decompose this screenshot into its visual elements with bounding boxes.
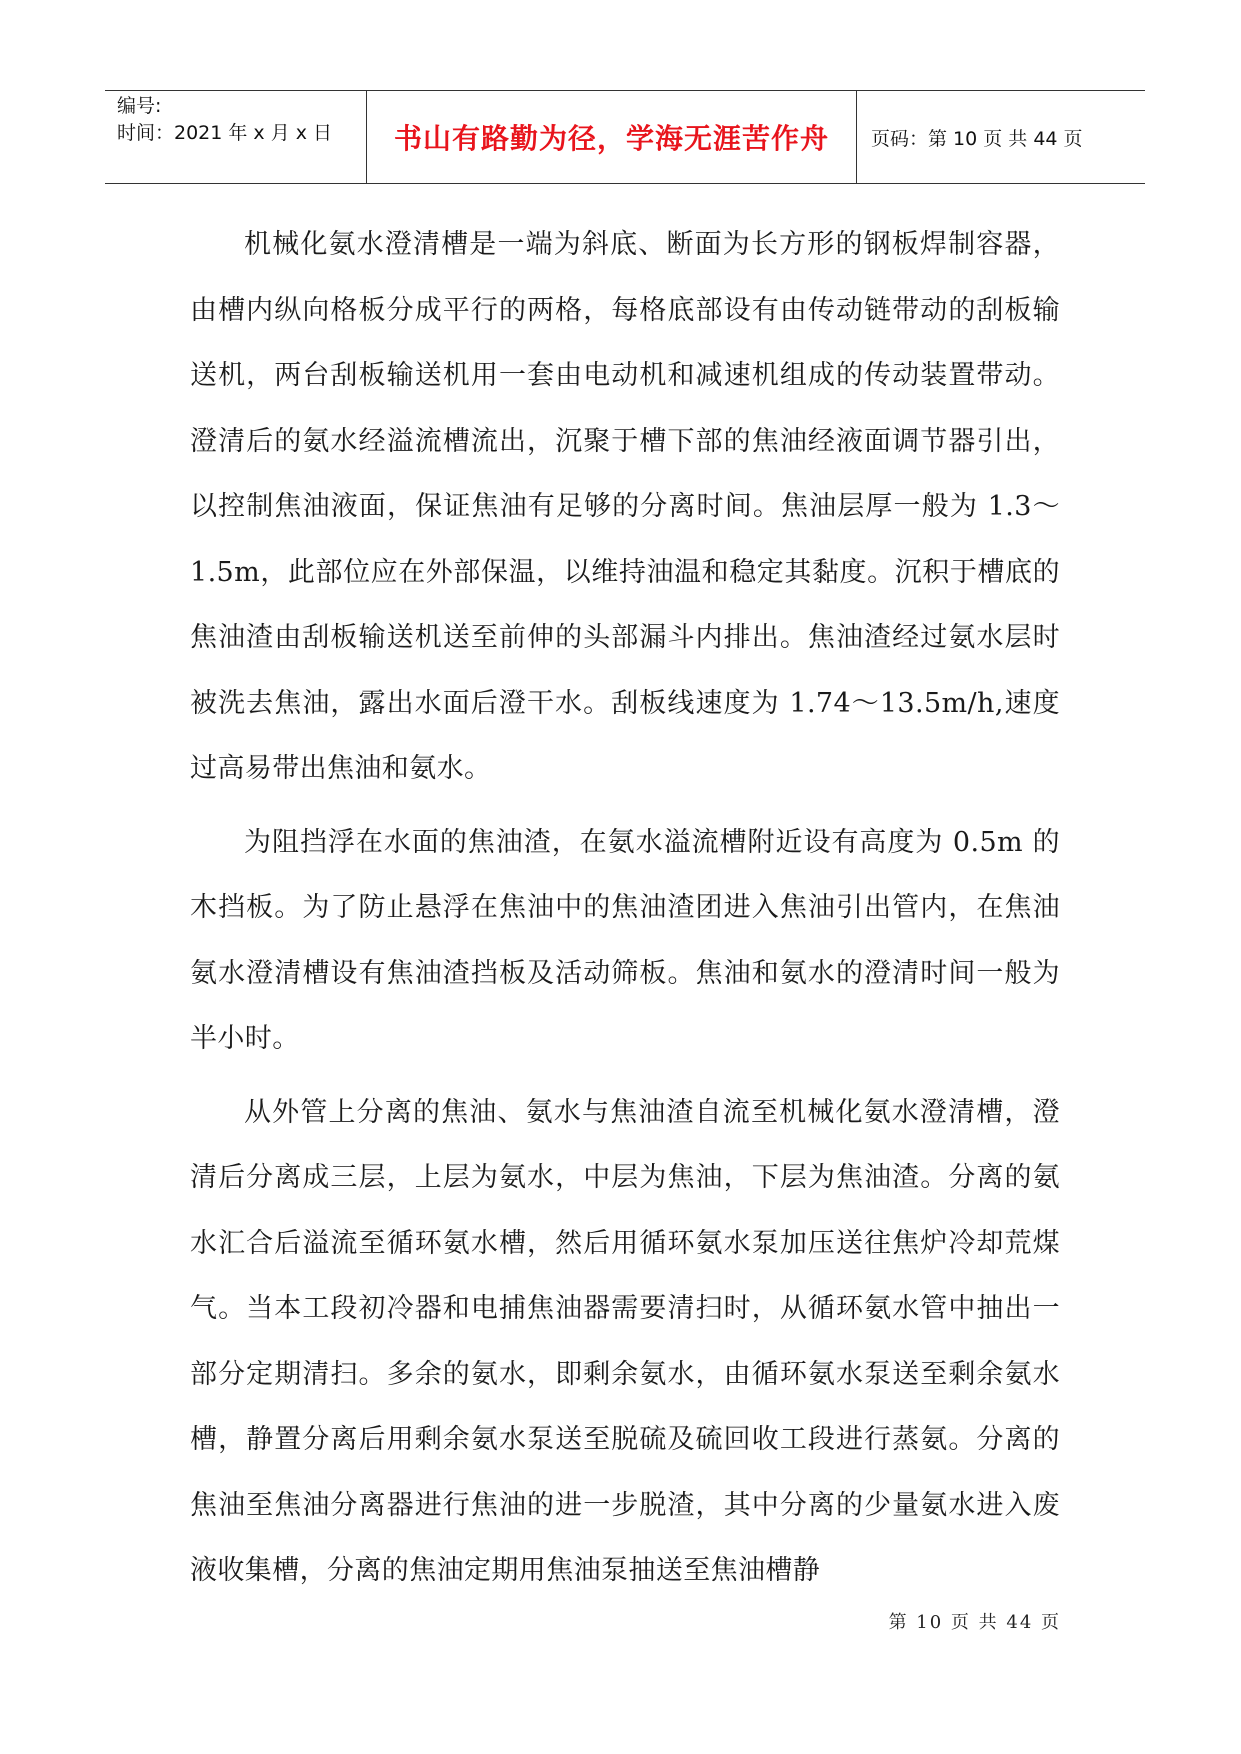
paragraph: 从外管上分离的焦油、氨水与焦油渣自流至机械化氨水澄清槽，澄清后分离成三层，上层为氨水，中层为焦油，下层为焦油渣。分离的氨水汇合后溢流至循环氨水槽，然后用循环氨水泵加压送往焦炉冷却荒煤气。当本工段初冷器和电捕焦油器需要清扫时，从循环氨水管中抽出一部分定期清扫。多余的氨水，即剩余氨水，由循环氨水泵送至剩余氨水槽，静置分离后用剩余氨水泵送至脱硫及硫回收工段进行蒸氨。分离的焦油至焦油分离器进行焦油的进一步脱渣，其中分离的少量氨水进入废液收集槽，分离的焦油定期用焦油泵抽送至焦油槽静 [190,1096,1060,1586]
paragraph: 机械化氨水澄清槽是一端为斜底、断面为长方形的钢板焊制容器，由槽内纵向格板分成平行的两格，每格底部设有由传动链带动的刮板输送机，两台刮板输送机用一套由电动机和减速机组成的传动装置带动。澄清后的氨水经溢流槽流出，沉聚于槽下部的焦油经液面调节器引出，以控制焦油液面，保证焦油有足够的分离时间。焦油层厚一般为 1.3～1.5m，此部位应在外部保温，以维持油温和稳定其黏度。沉积于槽底的焦油渣由刮板输送机送至前伸的头部漏斗内排出。焦油渣经过氨水层时被洗去焦油，露出水面后澄干水。刮板线速度为 1.74～13.5m/h,速度过高易带出焦油和氨水。 [190,229,1060,784]
paragraph: 为阻挡浮在水面的焦油渣，在氨水溢流槽附近设有高度为 0.5m 的木挡板。为了防止悬浮在焦油中的焦油渣团进入焦油引出管内，在焦油氨水澄清槽设有焦油渣挡板及活动筛板。焦油和氨水的澄清时间一般为半小时。 [190,826,1060,1054]
page-header [105,90,1145,184]
header-page-info: 页码：第 10 页 共 44 页 [871,127,1083,150]
page-footer: 第 10 页 共 44 页 [888,1612,1061,1633]
header-meta [105,91,367,183]
doc-time-label: 时间：2021 年 x 月 x 日 [117,122,333,144]
header-motto: 书山有路勤为径，学海无涯苦作舟 [367,91,857,183]
document-body [190,212,1060,1612]
doc-number-label: 编号: [117,95,162,117]
